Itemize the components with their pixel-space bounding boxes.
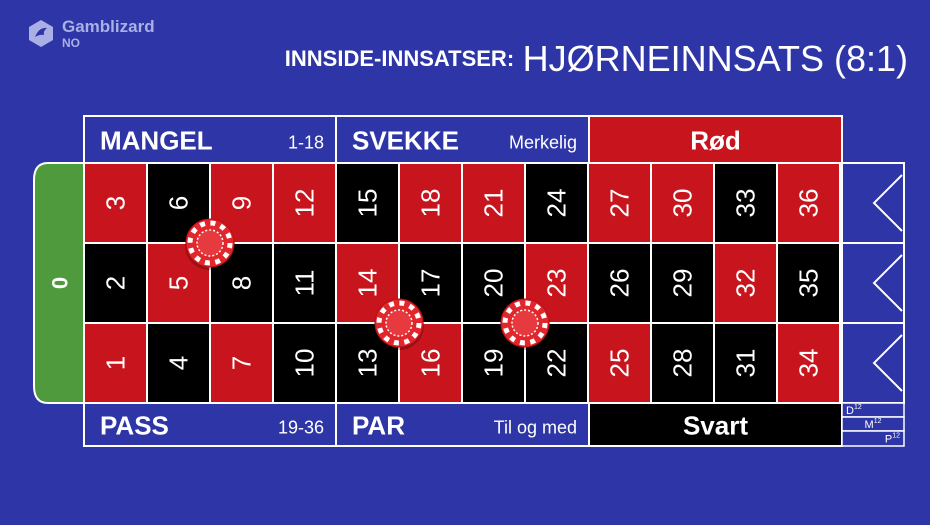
number-label-34: 34	[793, 348, 824, 378]
dozen-label-3: $P^{12}$	[884, 432, 900, 446]
outside-bet-label-bottom-1: PASS	[100, 410, 169, 441]
number-label-15: 15	[352, 188, 383, 218]
number-label-3: 3	[100, 195, 131, 211]
number-label-5: 5	[163, 275, 194, 291]
number-label-6: 6	[163, 195, 194, 211]
number-label-1: 1	[100, 355, 131, 371]
number-label-25: 25	[604, 348, 635, 378]
number-label-7: 7	[226, 355, 257, 371]
chip-inlay	[386, 310, 412, 336]
number-label-30: 30	[667, 188, 698, 218]
number-label-11: 11	[289, 269, 320, 297]
number-label-12: 12	[289, 188, 320, 218]
chip-corner-5-6-8-9	[185, 219, 235, 270]
number-label-19: 19	[478, 348, 509, 378]
number-label-26: 26	[604, 268, 635, 298]
chip-corner-13-14-16-17	[374, 299, 424, 350]
number-label-27: 27	[604, 188, 635, 218]
number-label-28: 28	[667, 348, 698, 378]
outside-bet-sub-bottom-2: Til og med	[493, 417, 577, 438]
brand-name: Gamblizard	[62, 17, 155, 36]
outside-bet-label-top-2: SVEKKE	[352, 125, 459, 156]
number-label-16: 16	[415, 348, 446, 378]
zero-label: 0	[47, 276, 73, 290]
outside-bet-label-top-3: Rød	[690, 125, 741, 156]
number-label-2: 2	[100, 275, 131, 291]
number-label-4: 4	[163, 355, 194, 371]
number-label-10: 10	[289, 348, 320, 378]
number-label-35: 35	[793, 268, 824, 298]
dozen-label-2: $M^{12}$	[864, 417, 882, 431]
brand-region: NO	[62, 36, 80, 50]
number-label-21: 21	[478, 188, 509, 218]
number-label-36: 36	[793, 188, 824, 218]
number-label-31: 31	[730, 348, 761, 378]
number-label-13: 13	[352, 348, 383, 378]
number-label-18: 18	[415, 188, 446, 218]
number-label-9: 9	[226, 195, 257, 211]
outside-bet-sub-bottom-1: 19-36	[277, 417, 324, 438]
outside-bet-label-top-1: MANGEL	[100, 125, 213, 156]
chip-inlay	[197, 230, 223, 256]
outside-bet-label-bottom-2: PAR	[352, 410, 405, 441]
chip-inlay	[512, 310, 538, 336]
number-label-32: 32	[730, 268, 761, 298]
number-label-14: 14	[352, 268, 383, 298]
outside-bet-label-bottom-3: Svart	[682, 410, 749, 441]
number-label-22: 22	[541, 348, 572, 378]
outside-bet-sub-top-2: Merkelig	[508, 132, 577, 153]
number-label-29: 29	[667, 268, 698, 298]
number-label-23: 23	[541, 268, 572, 298]
number-label-24: 24	[541, 188, 572, 218]
chip-corner-19-20-22-23	[500, 299, 550, 350]
number-label-8: 8	[226, 275, 257, 291]
number-label-17: 17	[415, 268, 446, 298]
outside-bet-sub-top-1: 1-18	[287, 132, 324, 153]
dozen-label-1: $D^{12}$	[846, 403, 862, 417]
title-prefix: INNSIDE-INNSATSER:	[284, 46, 515, 71]
title-main: HJØRNEINNSATS (8:1)	[522, 38, 908, 79]
number-label-33: 33	[730, 188, 761, 218]
number-label-20: 20	[478, 268, 509, 298]
